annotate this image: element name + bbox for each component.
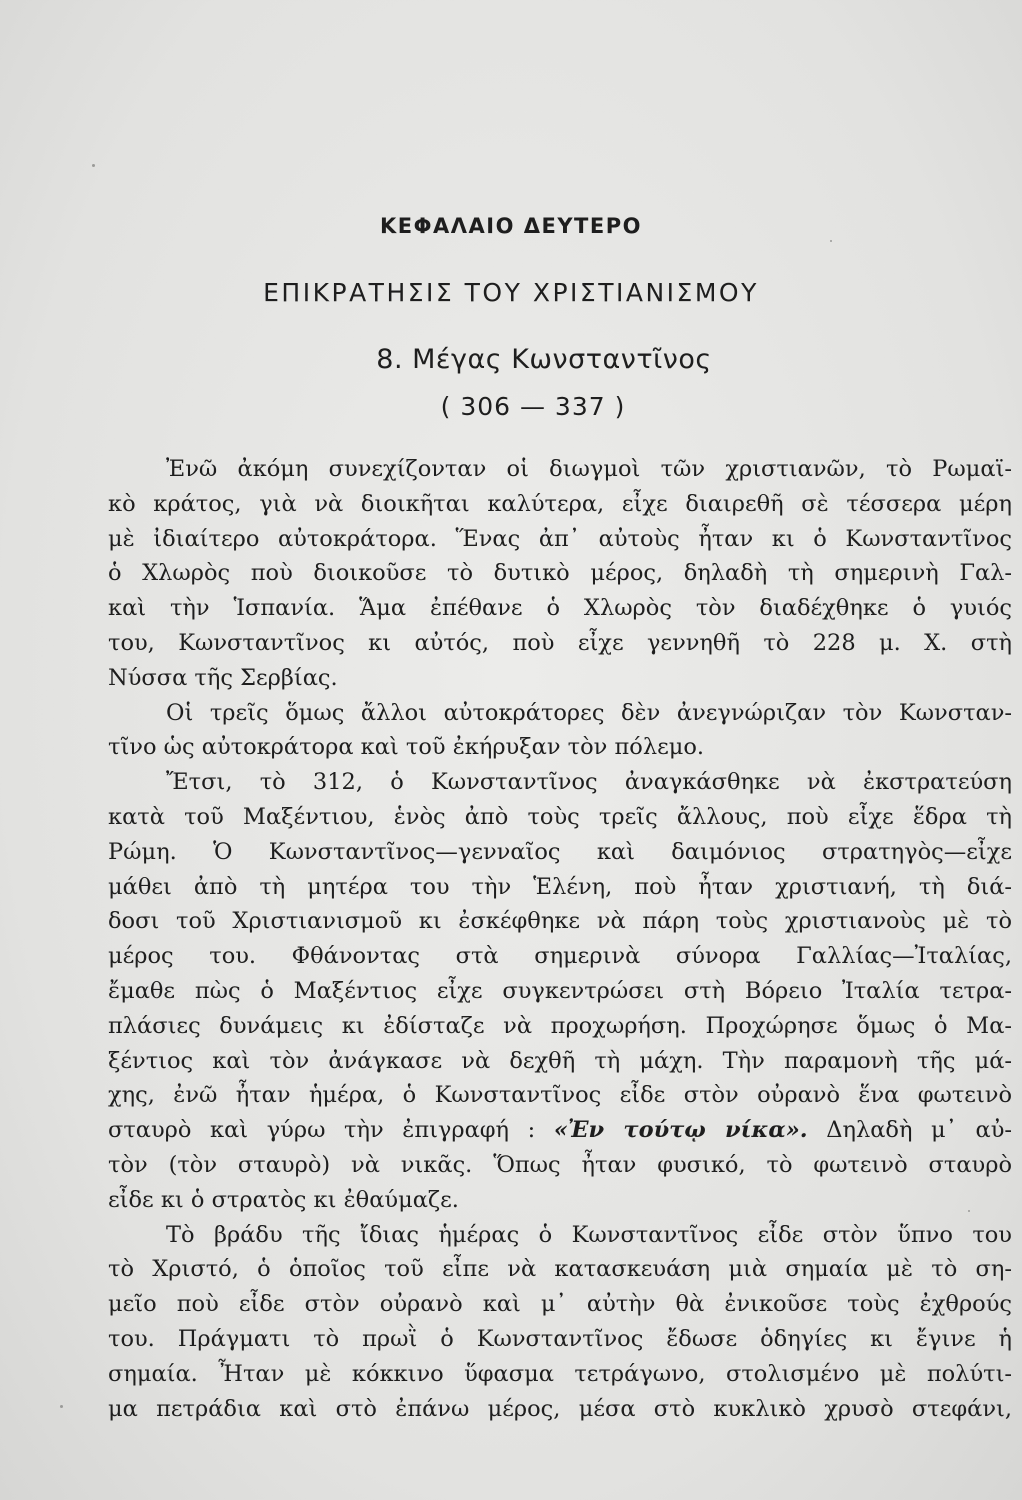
text-line: Τὸ βράδυ τῆς ἴδιας ἡμέρας ὁ Κωνσταντῖνος εἶδε στὸν ὕπνο του xyxy=(166,1221,1012,1248)
text-line: δοσι τοῦ Χριστιανισμοῦ κι ἐσκέφθηκε νὰ πάρη τοὺς χριστιανοὺς μὲ τὸ xyxy=(108,908,1012,935)
text-fragment: σταυρὸ καὶ γύρω τὴν ἐπιγραφή : xyxy=(108,1117,536,1144)
text-line: Ρώμη. Ὁ Κωνσταντῖνος—γενναῖος καὶ δαιμόνιος στρατηγὸς—εἶχε xyxy=(108,838,1012,865)
text-line: πλάσιες δυνάμεις κι ἐδίσταζε νὰ προχωρήση. Προχώρησε ὅμως ὁ Μα- xyxy=(108,1012,1012,1039)
text-line: Ἔτσι, τὸ 312, ὁ Κωνσταντῖνος ἀναγκάσθηκε νὰ ἐκστρατεύση xyxy=(166,769,1012,796)
text-line: ἔμαθε πὼς ὁ Μαξέντιος εἶχε συγκεντρώσει στὴ Βόρειο Ἰταλία τετρα- xyxy=(108,977,1012,1004)
text-line: μάθει ἀπὸ τὴ μητέρα του τὴν Ἑλένη, ποὺ ἦταν χριστιανή, τὴ διά- xyxy=(108,873,1012,900)
section-title: 8. Μέγας Κωνσταντῖνος xyxy=(376,344,712,375)
text-fragment: Δηλαδὴ μ᾽ αὐ- xyxy=(826,1117,1012,1144)
text-line: Νύσσα τῆς Σερβίας. xyxy=(108,664,338,691)
chapter-title: ΚΕΦΑΛΑΙΟ ΔΕΥΤΕΡΟ xyxy=(380,214,642,238)
text-line: Οἱ τρεῖς ὅμως ἄλλοι αὐτοκράτορες δὲν ἀνεγνώριζαν τὸν Κωνσταν- xyxy=(166,699,1012,726)
text-line: σημαία. Ἦταν μὲ κόκκινο ὕφασμα τετράγωνο, στολισμένο μὲ πολύτι- xyxy=(108,1360,1012,1387)
motto-in-hoc-signo: «Ἐν τούτῳ νίκα». xyxy=(553,1117,808,1144)
paper-speck xyxy=(92,164,95,167)
section-years: ( 306 — 337 ) xyxy=(440,392,626,421)
text-line: μὲ ἰδιαίτερο αὐτοκράτορα. Ἕνας ἀπ᾽ αὐτοὺς ἦταν κι ὁ Κωνσταντῖνος xyxy=(108,525,1012,552)
text-line: τὸ Χριστό, ὁ ὁποῖος τοῦ εἶπε νὰ κατασκευάση μιὰ σημαία μὲ τὸ ση- xyxy=(108,1256,1012,1283)
text-line: του. Πράγματι τὸ πρωῒ ὁ Κωνσταντῖνος ἔδωσε ὁδηγίες κι ἔγινε ἡ xyxy=(108,1325,1012,1352)
paper-speck xyxy=(60,1405,63,1408)
chapter-subtitle: ΕΠΙΚΡΑΤΗΣΙΣ ΤΟΥ ΧΡΙΣΤΙΑΝΙΣΜΟΥ xyxy=(263,278,759,307)
text-line: μέρος του. Φθάνοντας στὰ σημερινὰ σύνορα Γαλλίας—Ἰταλίας, xyxy=(108,943,1012,970)
text-line: κατὰ τοῦ Μαξέντιου, ἑνὸς ἀπὸ τοὺς τρεῖς ἄλλους, ποὺ εἶχε ἕδρα τὴ xyxy=(108,803,1012,830)
text-line: ξέντιος καὶ τὸν ἀνάγκασε νὰ δεχθῆ τὴ μάχη. Τὴν παραμονὴ τῆς μά- xyxy=(108,1047,1012,1074)
text-line: καὶ τὴν Ἱσπανία. Ἅμα ἐπέθανε ὁ Χλωρὸς τὸν διαδέχθηκε ὁ γυιός xyxy=(108,595,1012,622)
body-text xyxy=(108,452,1012,1426)
text-line: χης, ἐνῶ ἦταν ἡμέρα, ὁ Κωνσταντῖνος εἶδε στὸν οὐρανὸ ἕνα φωτεινὸ xyxy=(108,1082,1012,1109)
text-line: τὸν (τὸν σταυρὸ) νὰ νικᾶς. Ὅπως ἦταν φυσικό, τὸ φωτεινὸ σταυρὸ xyxy=(108,1151,1012,1178)
paper-speck xyxy=(968,1210,970,1212)
text-line-with-motto xyxy=(108,1113,1012,1148)
text-line: εἶδε κι ὁ στρατὸς κι ἐθαύμαζε. xyxy=(108,1186,459,1213)
paper-speck xyxy=(830,240,832,242)
text-line: μεῖο ποὺ εἶδε στὸν οὐρανὸ καὶ μ᾽ αὐτὴν θὰ ἐνικοῦσε τοὺς ἐχθρούς xyxy=(108,1291,1012,1318)
text-line: του, Κωνσταντῖνος κι αὐτός, ποὺ εἶχε γεννηθῆ τὸ 228 μ. Χ. στὴ xyxy=(108,629,1012,656)
text-line: ὁ Χλωρὸς ποὺ διοικοῦσε τὸ δυτικὸ μέρος, δηλαδὴ τὴ σημερινὴ Γαλ- xyxy=(108,560,1012,587)
text-line: κὸ κράτος, γιὰ νὰ διοικῆται καλύτερα, εἶχε διαιρεθῆ σὲ τέσσερα μέρη xyxy=(108,490,1012,517)
text-line: μα πετράδια καὶ στὸ ἐπάνω μέρος, μέσα στὸ κυκλικὸ χρυσὸ στεφάνι, xyxy=(108,1395,1012,1422)
text-line: Ἐνῶ ἀκόμη συνεχίζονταν οἱ διωγμοὶ τῶν χριστιανῶν, τὸ Ρωμαϊ- xyxy=(166,456,1012,482)
text-line: τῖνο ὡς αὐτοκράτορα καὶ τοῦ ἐκήρυξαν τὸν πόλεμο. xyxy=(108,734,705,761)
